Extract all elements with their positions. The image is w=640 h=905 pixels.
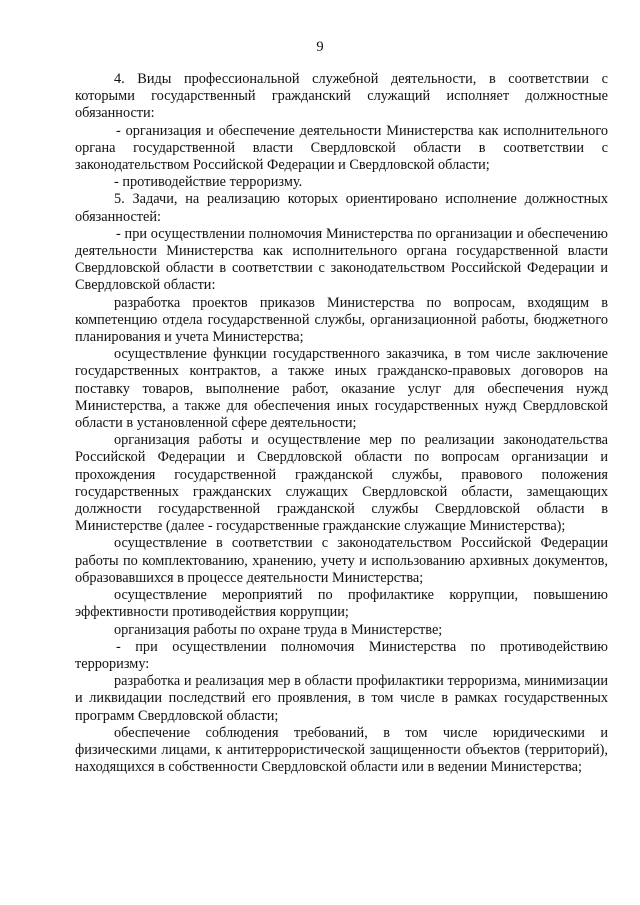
task-terrorism-prevention: разработка и реализация мер в области профилактики терроризма, минимизации и ликвидации последствий его проявления, в том числе в рамках государственных программ Свердловской области; (75, 673, 608, 724)
paragraph-4-professional-activity: 4. Виды профессиональной служебной деятельности, в соответствии с которыми государственный гражданский служащий исполняет должностные обязанности: (75, 71, 608, 122)
task-archives: осуществление в соответствии с законодательством Российской Федерации работы по комплектованию, хранению, учету и использованию архивных документов, образовавшихся в процессе деятельности Министерства; (75, 535, 608, 586)
list-item-ministry-authority: - при осуществлении полномочия Министерства по организации и обеспечению деятельности Министерства как исполнительного органа государственной власти Свердловской области в соответствии с законодательством Российской Федерации и Свердловской области: (75, 225, 608, 294)
list-item-counter-terrorism: - противодействие терроризму. (114, 174, 303, 191)
task-anti-corruption: осуществление мероприятий по профилактике коррупции, повышению эффективности противодействия коррупции; (75, 587, 608, 621)
list-item-counter-terrorism-authority: - при осуществлении полномочия Министерства по противодействию терроризму: (75, 638, 608, 672)
task-state-customer: осуществление функции государственного заказчика, в том числе заключение государственных контрактов, а также иных гражданско-правовых договоров на поставку товаров, выполнение работ, оказание услуг для обеспечения нужд Министерства, а также для обеспечения иных государственных нужд Свердловской области в установленной сфере деятельности; (75, 346, 608, 432)
task-labor-safety: организация работы по охране труда в Министерстве; (114, 621, 443, 638)
task-civil-service-legislation: организация работы и осуществление мер по реализации законодательства Российской Федерации и Свердловской области по вопросам организации и прохождения государственной гражданской службы, правового положения государственных гражданских служащих Свердловской области, замещающих должности государственной гражданской службы Свердловской области в Министерстве (далее - государственные гражданские служащие Министерства); (75, 432, 608, 535)
task-antiterrorist-protection: обеспечение соблюдения требований, в том числе юридическими и физическими лицами, к антитеррористической защищенности объектов (территорий), находящихся в собственности Свердловской области или в ведении Министерства; (75, 724, 608, 776)
task-draft-orders: разработка проектов приказов Министерства по вопросам, входящим в компетенцию отдела государственной службы, организационной работы, бюджетного планирования и учета Министерства; (75, 294, 608, 346)
page-number: 9 (316, 39, 324, 55)
document-body (75, 71, 608, 776)
paragraph-5-tasks: 5. Задачи, на реализацию которых ориентировано исполнение должностных обязанностей: (75, 191, 608, 225)
list-item-organization: - организация и обеспечение деятельности Министерства как исполнительного органа государственной власти Свердловской области в соответствии с законодательством Российской Федерации и Свердловской области; (75, 122, 608, 174)
